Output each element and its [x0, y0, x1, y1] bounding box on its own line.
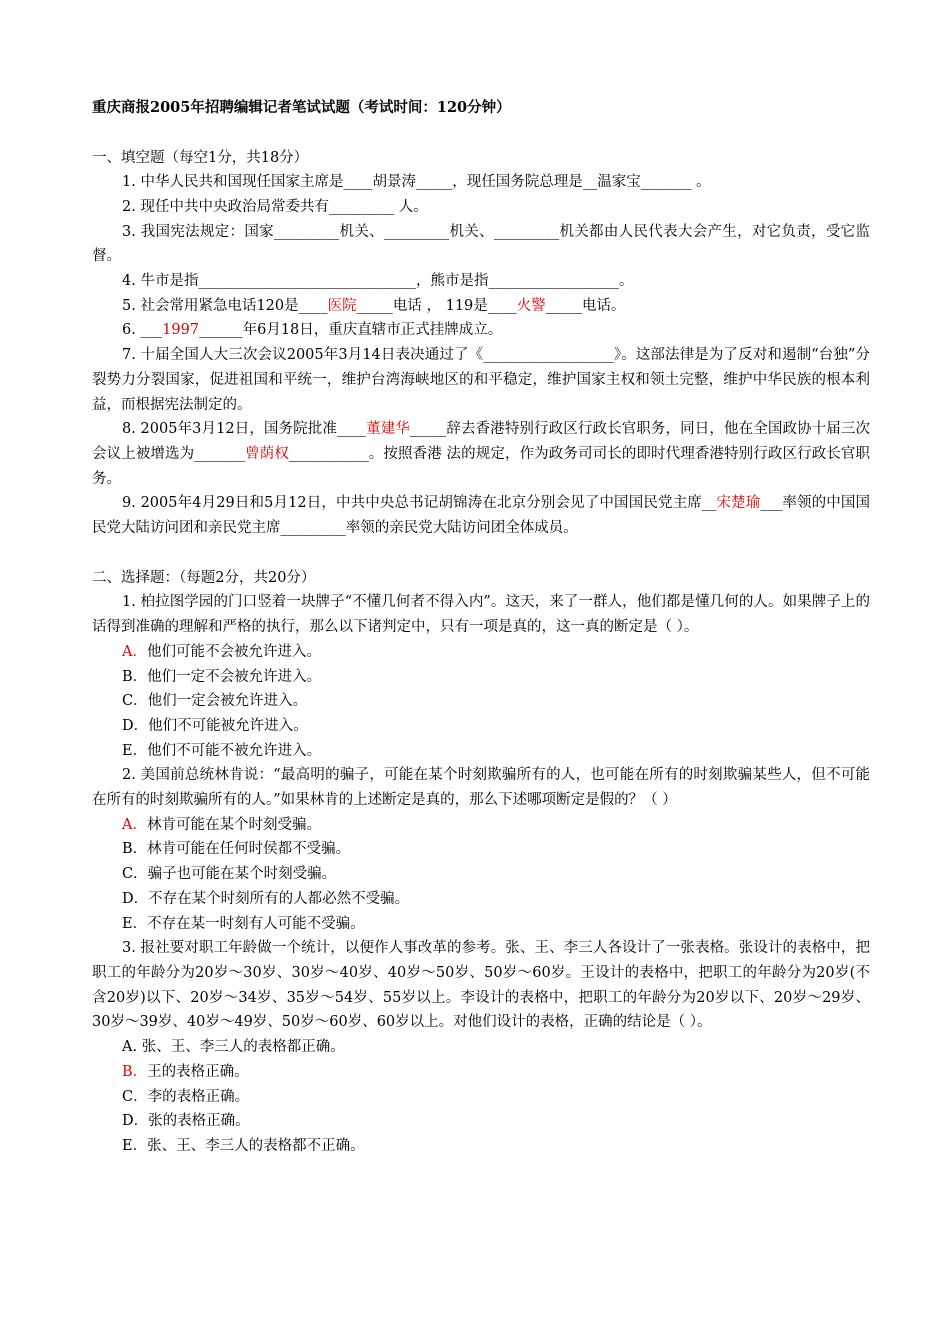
- choice-option: A．他们可能不会被允许进入。: [122, 643, 321, 660]
- choice-question-1-stem: 1. 柏拉图学园的门口竖着一块牌子“不懂几何者不得入内”。这天，来了一群人，他们都是懂几何的人。如果牌子上的话得到准确的理解和严格的执行，那么以下诸判定中，只有一项是真的，这一真的断定是（ ）。: [92, 594, 870, 636]
- fill-question-7: 7. 十届全国人大三次会议2005年3月14日表决通过了《__________________》。这部法律是为了反对和遏制“台独”分裂势力分裂国家，促进祖国和平统一，维护台湾海峡地区的和平稳定，维护国家主权和领土完整，维护中华民族的根本利益，而根据宪法制定的。: [92, 347, 870, 413]
- fill-question-5: 5. 社会常用紧急电话120是____医院_____电话 ， 119是____火警_____电话。: [122, 297, 626, 314]
- choice-option: E．他们不可能不被允许进入。: [122, 742, 322, 759]
- answer-text: 医院: [327, 297, 357, 314]
- answer-text: 宋楚瑜: [716, 495, 761, 512]
- choice-option: D．他们不可能被允许进入。: [122, 717, 308, 734]
- choice-option: B．林肯可能在任何时侯都不受骗。: [122, 841, 351, 858]
- choice-option: A．林肯可能在某个时刻受骗。: [122, 816, 321, 833]
- fill-question-8: 8. 2005年3月12日，国务院批准____董建华_____辞去香港特别行政区行政长官职务，同日，他在全国政协十届三次会议上被增选为_______曾荫权___________。按照香港 法的规定，作为政务司司长的即时代理香港特别行政区行政长官职务。: [92, 421, 871, 487]
- choice-option: B．他们一定不会被允许进入。: [122, 668, 322, 685]
- section1-heading: 一、填空题（每空1分，共18分）: [92, 149, 309, 166]
- choice-option: A. 张、王、李三人的表格都正确。: [122, 1039, 345, 1056]
- document-page: [92, 96, 870, 1159]
- choice-option: C．李的表格正确。: [122, 1088, 250, 1105]
- choice-option: C．骗子也可能在某个时刻受骗。: [122, 866, 337, 883]
- fill-question-6: 6. ___1997______年6月18日，重庆直辖市正式挂牌成立。: [122, 322, 503, 339]
- fill-question-3: 3. 我国宪法规定：国家_________机关、_________机关、_________机关都由人民代表大会产生，对它负责，受它监督。: [92, 223, 870, 265]
- answer-text: 董建华: [366, 421, 410, 438]
- choice-question-2-stem: 2. 美国前总统林肯说：“最高明的骗子，可能在某个时刻欺骗所有的人，也可能在所有的时刻欺骗某些人，但不可能在所有的时刻欺骗所有的人。”如果林肯的上述断定是真的，那么下述哪项断定是假的？（ ）: [92, 767, 870, 809]
- choice-question-3-stem: 3. 报社要对职工年龄做一个统计，以便作人事改革的参考。张、王、李三人各设计了一张表格。张设计的表格中，把职工的年龄分为20岁～30岁、30岁～40岁、40岁～50岁、50岁～60岁。王设计的表格中，把职工的年龄分为20岁(不含20岁)以下、20岁～34岁、35岁～54岁、55岁以上。李设计的表格中，把职工的年龄分为20岁以下、20岁～29岁、30岁～39岁、40岁～49岁、50岁～60岁、60岁以上。对他们设计的表格，正确的结论是（ ）。: [92, 940, 870, 1031]
- answer-text: 曾荫权: [245, 445, 289, 462]
- choice-option: E．张、王、李三人的表格都不正确。: [122, 1137, 365, 1154]
- page-title: 重庆商报2005年招聘编辑记者笔试试题（考试时间：120分钟）: [92, 99, 511, 116]
- section2-heading: 二、选择题：（每题2分，共20分）: [92, 569, 316, 586]
- choice-option: B．王的表格正确。: [122, 1063, 249, 1080]
- fill-question-9: 9. 2005年4月29日和5月12日，中共中央总书记胡锦涛在北京分别会见了中国国民党主席__宋楚瑜___率领的中国国民党大陆访问团和亲民党主席_________率领的亲民党大陆访问团全体成员。: [92, 495, 871, 537]
- fill-question-1: 1. 中华人民共和国现任国家主席是____胡景涛_____，现任国务院总理是__温家宝_______ 。: [122, 174, 711, 191]
- fill-question-4: 4. 牛市是指______________________________，熊市是指__________________。: [122, 273, 634, 290]
- choice-option: D．张的表格正确。: [122, 1113, 250, 1130]
- answer-text: 1997: [162, 322, 200, 339]
- fill-question-2: 2. 现任中共中央政治局常委共有_________ 人。: [122, 198, 428, 215]
- choice-option: D．不存在某个时刻所有的人都必然不受骗。: [122, 890, 410, 907]
- answer-text: 火警: [516, 297, 546, 314]
- choice-option: E．不存在某一时刻有人可能不受骗。: [122, 915, 365, 932]
- choice-option: C．他们一定会被允许进入。: [122, 693, 308, 710]
